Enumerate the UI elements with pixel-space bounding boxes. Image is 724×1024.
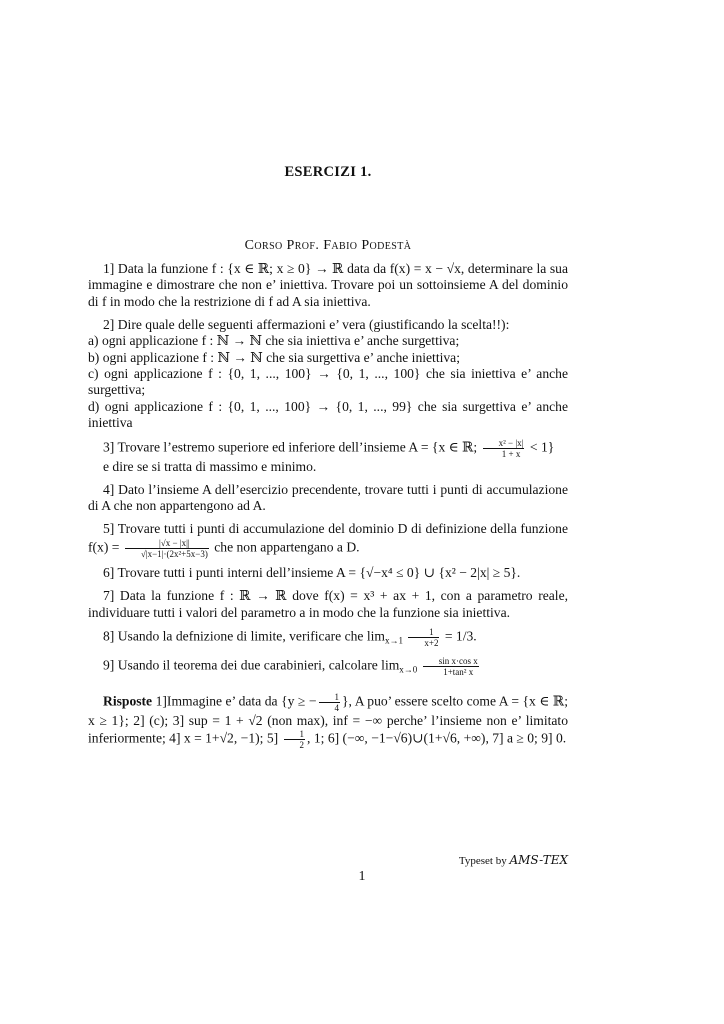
exercise-2-c: c) ogni applicazione f : {0, 1, ..., 100} → {0, 1, ..., 100} che sia iniettiva e’ anche surgettiva; xyxy=(88,365,568,398)
exercise-9 xyxy=(88,656,568,678)
fraction-numerator: 1 xyxy=(284,729,306,740)
typeset-note xyxy=(459,853,568,867)
answers-label: Risposte xyxy=(103,693,153,709)
fraction-denominator: 1+tan² x xyxy=(443,666,474,677)
fraction-denominator: 1 + x xyxy=(501,449,521,460)
answers xyxy=(88,692,568,750)
exercise-2-d: d) ogni applicazione f : {0, 1, ..., 100} → {0, 1, ..., 99} che sia surgettiva e’ anche iniettiva xyxy=(88,398,568,431)
exercise-8-post: = 1/3. xyxy=(444,629,477,645)
exercise-9-fraction xyxy=(423,656,479,677)
fraction-numerator: x² − |x| xyxy=(483,438,525,449)
exercise-5 xyxy=(88,521,568,558)
exercise-8 xyxy=(88,627,568,649)
answers-text-c: , 1; 6] (−∞, −1−√6)∪(1+√6, +∞), 7] a ≥ 0; 9] 0. xyxy=(307,731,567,746)
limit-subscript: x→0 xyxy=(399,664,418,675)
exercise-7: 7] Data la funzione f : ℝ → ℝ dove f(x) = x³ + ax + 1, con a parametro reale, individuare tutti i valori del parametro a in modo che la funzione sia iniettiva. xyxy=(88,588,568,620)
limit-subscript: x→1 xyxy=(384,636,403,647)
exercise-3-fraction xyxy=(483,438,525,459)
exercise-8-text: 8] Usando la defnizione di limite, verificare che lim xyxy=(103,629,385,645)
exercise-2 xyxy=(88,317,568,333)
exercise-5-text: 5] Trovare tutti i punti di accumulazione del dominio D di definizione della funzione f(x) = xyxy=(88,521,568,555)
answers-fraction-a xyxy=(319,692,341,713)
ams-tex-logo: AMS-TEX xyxy=(509,853,568,867)
exercise-3-tail: e dire se si tratta di massimo e minimo. xyxy=(103,459,317,475)
answers-fraction-b xyxy=(284,729,306,750)
fraction-denominator: x+2 xyxy=(424,638,439,649)
exercise-2-b: b) ogni applicazione f : ℕ → ℕ che sia surgettiva e’ anche iniettiva; xyxy=(88,349,460,365)
exercise-5-post: che non appartengano a D. xyxy=(214,539,360,555)
fraction-denominator: 4 xyxy=(334,702,340,713)
exercise-3-post: < 1} xyxy=(529,439,555,455)
author-line: Corso Prof. Fabio Podestà xyxy=(244,238,412,253)
exercise-2-a: a) ogni applicazione f : ℕ → ℕ che sia iniettiva e’ anche surgettiva; xyxy=(88,333,460,349)
answers-text-b: }, A puo’ essere scelto come A = {x ∈ ℝ; x ≥ 1}; 2] (c); 3] sup = 1 + √2 (non max), inf = −∞ perche’ l’insieme non e’ limitato inferiormente; 4] x = 1+√2, −1); 5] xyxy=(88,693,568,746)
exercise-9-text: 9] Usando il teorema dei due carabinieri, calcolare lim xyxy=(103,657,400,673)
exercise-1: 1] Data la funzione f : {x ∈ ℝ; x ≥ 0} → ℝ data da f(x) = x − √x, determinare la sua immagine e dimostrare che non e’ iniettiva. Trovare poi un sottoinsieme A del dominio di f in modo che la restrizione di f ad A sia iniettiva. xyxy=(88,261,568,309)
exercise-3-text: 3] Trovare l’estremo superiore ed inferiore dell’insieme A = {x ∈ ℝ; xyxy=(103,439,478,455)
fraction-numerator: |√x − |x|| xyxy=(125,538,209,549)
fraction-numerator: 1 xyxy=(408,627,439,638)
exercise-5-fraction xyxy=(125,538,209,559)
typeset-label: Typeset by xyxy=(458,855,507,867)
fraction-numerator: 1 xyxy=(319,692,341,703)
exercise-list xyxy=(88,261,568,757)
exercise-4: 4] Dato l’insieme A dell’esercizio precendente, trovare tutti i punti di accumulazione di A che non appartengono ad A. xyxy=(88,481,568,514)
fraction-denominator: 2 xyxy=(299,740,305,751)
exercise-8-fraction xyxy=(408,627,439,648)
page-title: ESERCIZI 1. xyxy=(284,164,372,180)
exercise-6: 6] Trovare tutti i punti interni dell’insieme A = {√−x⁴ ≤ 0} ∪ {x² − 2|x| ≥ 5}. xyxy=(103,565,521,581)
exercise-2-intro: 2] Dire quale delle seguenti affermazioni e’ vera (giustificando la scelta!!): xyxy=(103,316,510,332)
fraction-numerator: sin x·cos x xyxy=(423,656,479,667)
answers-text-a: 1]Immagine e’ data da {y ≥ − xyxy=(155,693,317,709)
fraction-denominator: √|x−1|·(2x²+5x−3) xyxy=(140,548,208,559)
exercise-2-options xyxy=(88,333,568,431)
page-number: 1 xyxy=(358,869,366,884)
exercise-3 xyxy=(88,438,568,475)
